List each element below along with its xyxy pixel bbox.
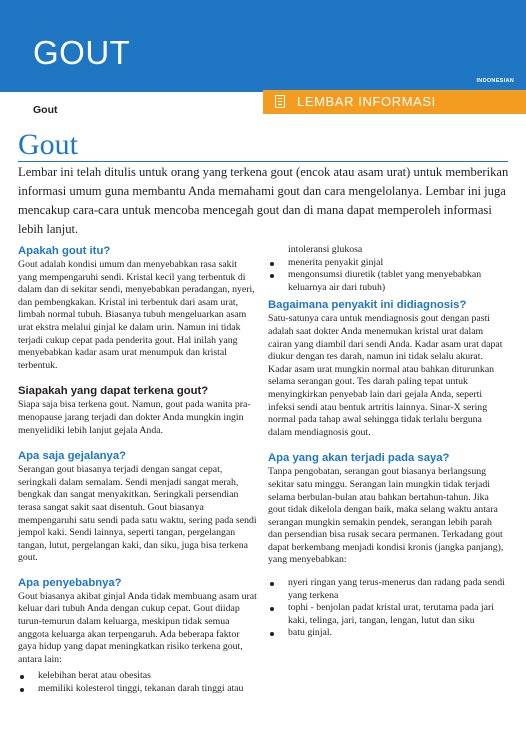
list-item: menerita penyakit ginjal: [268, 257, 508, 270]
info-sheet-tab: [263, 90, 526, 114]
section-title-outlook: Apa yang akan terjadi pada saya?: [268, 452, 450, 465]
list-item: tophi - benjolan padat kristal urat, terutama pada jari kaki, telinga, jari, tangan, lengan, lutut dan siku: [268, 602, 508, 627]
list-item: mengonsumsi diuretik (tablet yang menyebabkan keluarnya air dari tubuh): [268, 269, 508, 294]
title-rule: [18, 161, 508, 162]
info-sheet-label: LEMBAR INFORMASI: [297, 94, 436, 109]
section-body-what-is: Gout adalah kondisi umum dan menyebabkan rasa sakit yang mempengaruhi sendi. Kristal kecil yang terbentuk di dalam dan di sekitar sendi, menyebabkan peradangan, nyeri, dan pembengkakan. Kristal ini terbentuk dari asam urat, limbah normal tubuh. Biasanya tubuh mengeluarkan asam urat ekstra melalui ginjal ke dalam urin. Namun ini tidak terjadi cukup cepat pada penderita gout. Hal inilah yang menyebabkan kadar asam urat menumpuk dan kristal terbentuk.: [18, 259, 255, 371]
section-title-who: Siapakah yang dapat terkena gout?: [18, 385, 209, 398]
section-title-diagnosis: Bagaimana penyakit ini didiagnosis?: [268, 299, 467, 312]
list-item: intoleransi glukosa: [288, 244, 363, 255]
section-body-symptoms: Serangan gout biasanya terjadi dengan sangat cepat, seringkali dalam semalam. Sendi menjadi sangat merah, bengkak dan sangat menyakitkan. Seringkali persendian terasa sangat sakit saat disentuh. Gout biasanya mempengaruhi satu sendi pada satu waktu, sering pada sendi jempol kaki. Sendi lainnya, seperti tangan, pergelangan tangan, lutut, pergelangan kaki, dan siku, juga bisa terkena gout.: [18, 464, 257, 564]
section-body-causes: Gout biasanya akibat ginjal Anda tidak membuang asam urat keluar dari tubuh Anda dengan cukup cepat. Gout diidap turun-temurun dalam keluarga, meskipun tidak semua anggota keluarga akan terpengaruh. Ada beberapa faktor gaya hidup yang dapat meningkatkan risiko terkena gout, antara lain:: [18, 590, 257, 665]
section-title-symptoms: Apa saja gejalanya?: [18, 450, 126, 463]
list-item: nyeri ringan yang terus-menerus dan radang pada sendi yang terkena: [268, 577, 508, 602]
section-title-causes: Apa penyebabnya?: [18, 576, 122, 589]
causes-list-continued: [268, 244, 508, 294]
outlook-list: [268, 577, 508, 640]
intro-paragraph: Lembar ini telah ditulis untuk orang yang terkena gout (encok atau asam urat) untuk memberikan informasi umum guna membantu Anda memahami gout dan cara mengelolanya. Lembar ini juga mencakup cara-cara untuk mencoba mencegah gout dan di mana dapat memperoleh informasi lebih lanjut.: [18, 165, 509, 236]
language-label: INDONESIAN: [476, 78, 514, 84]
causes-list: [18, 670, 258, 695]
right-column: [268, 244, 508, 640]
list-item: memiliki kolesterol tinggi, tekanan darah tinggi atau: [18, 683, 258, 696]
section-body-who: Siapa saja bisa terkena gout. Namun, gout pada wanita pra-menopause jarang terjadi dan dokter Anda mungkin ingin menyelidiki lebih lanjut gejala Anda.: [18, 399, 251, 436]
page-subhead: Gout: [33, 104, 58, 116]
section-body-outlook: Tanpa pengobatan, serangan gout biasanya berlangsung sekitar satu minggu. Serangan lain mungkin tidak terjadi selama berbulan-bulan atau bahkan bertahun-tahun. Jika gout tidak dikelola dengan baik, maka selang waktu antara serangan mungkin semakin pendek, serangan lebih parah dan persendian bisa rusak secara permanen. Terkadang gout dapat berkembang menjadi kondisi kronis (jangka panjang), yang menyebabkan:: [268, 466, 504, 566]
list-item: batu ginjal.: [268, 627, 508, 640]
section-body-diagnosis: Satu-satunya cara untuk mendiagnosis gout dengan pasti adalah saat dokter Anda menemukan kristal urat dalam cairan yang diambil dari sendi Anda. Kadar asam urat dapat diukur dengan tes darah, namun ini tidak selalu akurat. Kadar asam urat mungkin normal atau bahkan diturunkan selama serangan gout. Tes darah paling tepat untuk menyingkirkan penyebab lain dari gejala Anda, seperti infeksi sendi atau bentuk artritis lainnya. Sinar-X sering normal pada tahap awal sehingga tidak terlalu berguna dalam mendiagnosis gout.: [268, 313, 503, 438]
banner-title: GOUT: [33, 34, 131, 71]
list-item: kelebihan berat atau obesitas: [18, 670, 258, 683]
page-title: Gout: [18, 128, 78, 161]
section-title-what-is: Apakah gout itu?: [18, 245, 111, 257]
header-banner: [0, 0, 526, 92]
left-column: [18, 244, 258, 696]
document-icon: [275, 95, 285, 108]
